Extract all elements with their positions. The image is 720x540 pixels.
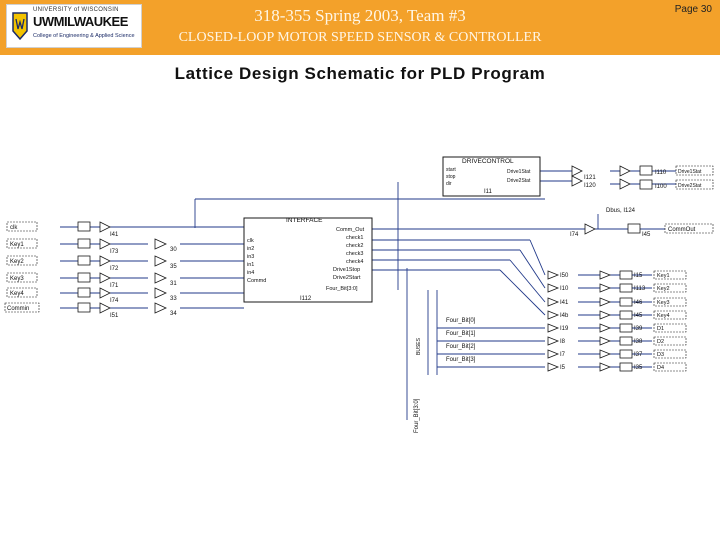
four-bit-label: Four_Bit[3] bbox=[446, 357, 476, 363]
buffer-symbol bbox=[100, 222, 110, 232]
output-buf-label: I7 bbox=[560, 352, 566, 358]
output-pin-label: D1 bbox=[657, 326, 665, 332]
interface-instance: I112 bbox=[300, 296, 312, 302]
buffer-symbol bbox=[600, 337, 610, 345]
inverter-symbol bbox=[155, 256, 166, 266]
buffer-symbol bbox=[600, 363, 610, 371]
pad-symbol bbox=[640, 180, 652, 189]
output-num-label: I45 bbox=[634, 313, 643, 319]
drive-input-label: start bbox=[446, 167, 456, 173]
pad-symbol bbox=[78, 256, 90, 265]
interface-input-label: in3 bbox=[247, 254, 255, 260]
input-pad-label: 33 bbox=[170, 296, 177, 302]
inverter-symbol bbox=[155, 288, 166, 298]
four-bit-label: Four_Bit[2] bbox=[446, 344, 476, 350]
logo-university: UNIVERSITY of WISCONSIN bbox=[33, 7, 119, 13]
commout-pin-label: CommOut bbox=[668, 227, 696, 233]
input-pad-label: 30 bbox=[170, 247, 177, 253]
inverter-symbol bbox=[155, 239, 166, 249]
output-num-label: I39 bbox=[634, 326, 643, 332]
pad-symbol bbox=[620, 337, 632, 345]
output-num-label: I15 bbox=[634, 273, 643, 279]
pad-symbol bbox=[628, 224, 640, 233]
output-buf-label: I41 bbox=[560, 300, 569, 306]
output-pin-label: D4 bbox=[657, 365, 665, 371]
pad-symbol bbox=[620, 350, 632, 358]
interface-output-label: Drive2Start bbox=[333, 275, 361, 281]
pad-symbol bbox=[620, 284, 632, 292]
input-buf-label: I72 bbox=[110, 266, 119, 272]
interface-input-label: in1 bbox=[247, 262, 255, 268]
pad-symbol bbox=[620, 271, 632, 279]
commout-buf-label: I74 bbox=[570, 232, 579, 238]
buffer-symbol bbox=[572, 176, 582, 186]
pad-symbol bbox=[78, 273, 90, 282]
input-pin-label: Commin bbox=[7, 306, 30, 312]
drivecontrol-title: DRIVECONTROL bbox=[462, 158, 514, 165]
bus-label: Four_Bit[3:0] bbox=[414, 398, 420, 433]
drive-out-instance: I110 bbox=[655, 170, 667, 176]
buffer-symbol bbox=[600, 324, 610, 332]
interface-input-label: Commd bbox=[247, 278, 267, 284]
buffer-symbol bbox=[100, 256, 110, 266]
output-buf-label: I19 bbox=[560, 326, 569, 332]
buffer-symbol bbox=[600, 311, 610, 319]
drivecontrol-instance: I11 bbox=[484, 189, 492, 195]
buffer-symbol bbox=[548, 337, 558, 345]
buffer-symbol bbox=[548, 311, 558, 319]
input-pad-label: 34 bbox=[170, 311, 177, 317]
buffer-symbol bbox=[100, 273, 110, 283]
pad-symbol bbox=[620, 298, 632, 306]
output-rows bbox=[548, 271, 686, 371]
buffer-symbol bbox=[600, 350, 610, 358]
input-buf-label: I71 bbox=[110, 283, 119, 289]
input-pin-label: clk bbox=[10, 225, 18, 231]
buffer-symbol bbox=[620, 166, 630, 176]
interface-output-label: Four_Bit[3:0] bbox=[326, 286, 358, 292]
buffer-symbol bbox=[600, 271, 610, 279]
project-title: CLOSED-LOOP MOTOR SPEED SENSOR & CONTROLLER bbox=[178, 30, 542, 45]
interface-output-label: Comm_Out bbox=[336, 227, 365, 233]
output-pin-label: Key2 bbox=[657, 286, 670, 292]
input-pin-label: Key3 bbox=[10, 276, 24, 282]
buffer-symbol bbox=[620, 179, 630, 189]
output-buf-label: I8 bbox=[560, 339, 566, 345]
input-buf-label: I51 bbox=[110, 313, 119, 319]
interface-output-label: check4 bbox=[346, 259, 364, 265]
commout-instance: I45 bbox=[642, 232, 651, 238]
pad-symbol bbox=[78, 288, 90, 297]
pad-symbol bbox=[620, 311, 632, 319]
interface-output-label: check3 bbox=[346, 251, 364, 257]
output-pin-label: Key3 bbox=[657, 300, 670, 306]
input-pin-label: Key1 bbox=[10, 242, 24, 248]
output-num-label: I113 bbox=[634, 286, 646, 292]
buffer-symbol bbox=[600, 298, 610, 306]
page-number: Page 30 bbox=[674, 4, 712, 15]
drive-out-instance: I100 bbox=[655, 184, 667, 190]
buffer-symbol bbox=[100, 239, 110, 249]
pad-symbol bbox=[78, 303, 90, 312]
inverter-symbol bbox=[155, 303, 166, 313]
buffer-symbol bbox=[100, 288, 110, 298]
buffer-symbol bbox=[572, 166, 582, 176]
pad-symbol bbox=[78, 222, 90, 231]
interface-output-label: check1 bbox=[346, 235, 364, 241]
output-buf-label: I50 bbox=[560, 273, 569, 279]
buffer-symbol bbox=[548, 284, 558, 292]
pad-symbol bbox=[78, 239, 90, 248]
buffer-symbol bbox=[585, 224, 595, 234]
interface-title: INTERFACE bbox=[286, 217, 323, 224]
drive-buf-label: I120 bbox=[584, 183, 596, 189]
pad-symbol bbox=[620, 324, 632, 332]
output-pin-label: Key1 bbox=[657, 273, 670, 279]
input-buf-label: I74 bbox=[110, 298, 119, 304]
output-num-label: I38 bbox=[634, 339, 643, 345]
logo-college: College of Engineering & Applied Science bbox=[33, 33, 135, 39]
input-buf-label: I41 bbox=[110, 232, 119, 238]
drive-input-label: dir bbox=[446, 181, 452, 187]
pad-symbol bbox=[620, 363, 632, 371]
output-pin-label: D3 bbox=[657, 352, 665, 358]
drive-buf-label: I121 bbox=[584, 175, 596, 181]
wire bbox=[530, 240, 545, 275]
pad-symbol bbox=[640, 166, 652, 175]
logo-name: UWMILWAUKEE bbox=[33, 14, 128, 29]
four-bit-label: Four_Bit[1] bbox=[446, 331, 476, 337]
output-buf-label: I5 bbox=[560, 365, 566, 371]
input-pad-label: 35 bbox=[170, 264, 177, 270]
course-title: 318-355 Spring 2003, Team #3 bbox=[254, 6, 466, 25]
interface-input-label: clk bbox=[247, 238, 254, 244]
drive-pin-label: Drive2Stat bbox=[678, 183, 702, 189]
wire bbox=[520, 250, 545, 288]
buffer-symbol bbox=[100, 303, 110, 313]
drive-output-label: Drive1Stat bbox=[507, 169, 531, 175]
buffer-symbol bbox=[548, 363, 558, 371]
output-buf-label: I4b bbox=[560, 313, 569, 319]
buffer-symbol bbox=[548, 271, 558, 279]
wire bbox=[500, 270, 545, 315]
output-num-label: I46 bbox=[634, 300, 643, 306]
buffer-symbol bbox=[548, 324, 558, 332]
output-pin-label: D2 bbox=[657, 339, 665, 345]
drive-pin-label: Drive1Stat bbox=[678, 169, 702, 175]
output-num-label: I35 bbox=[634, 365, 643, 371]
inverter-symbol bbox=[155, 273, 166, 283]
interface-input-label: in4 bbox=[247, 270, 255, 276]
drive-output-label: Drive2Stat bbox=[507, 178, 531, 184]
input-pin-group bbox=[5, 222, 39, 312]
input-buf-label: I73 bbox=[110, 249, 119, 255]
four-bit-label: Four_Bit[0] bbox=[446, 318, 476, 324]
buffer-symbol bbox=[548, 298, 558, 306]
interface-input-label: in2 bbox=[247, 246, 255, 252]
drive-input-label: stop bbox=[446, 174, 456, 180]
output-buf-label: I10 bbox=[560, 286, 569, 292]
wire bbox=[510, 260, 545, 302]
buffer-symbol bbox=[600, 284, 610, 292]
side-label: BUSES bbox=[416, 338, 422, 355]
output-num-label: I37 bbox=[634, 352, 643, 358]
page-heading: Lattice Design Schematic for PLD Program bbox=[174, 64, 546, 83]
interface-output-label: Drive1Stop bbox=[333, 267, 361, 273]
input-pad-label: 31 bbox=[170, 281, 177, 287]
input-pin-label: Key2 bbox=[10, 259, 24, 265]
output-pin-label: Key4 bbox=[657, 313, 670, 319]
input-pin-label: Key4 bbox=[10, 291, 24, 297]
dbus-label: Dbus, I124 bbox=[606, 208, 636, 214]
buffer-symbol bbox=[548, 350, 558, 358]
interface-output-label: check2 bbox=[346, 243, 364, 249]
